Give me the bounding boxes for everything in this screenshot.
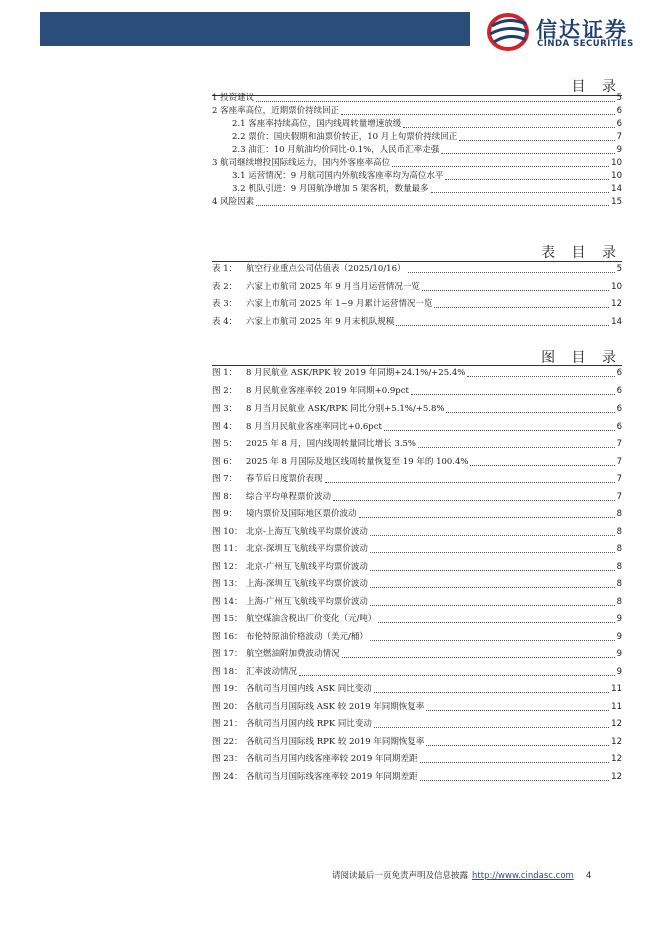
figure-entry-prefix: 图 18： [212, 667, 243, 677]
figure-entry-page: 7 [616, 457, 622, 467]
toc-subentry[interactable] [212, 169, 622, 182]
toc-entry-page: 5 [616, 93, 622, 103]
figure-entry-label: 航空燃油附加费波动情况 [246, 649, 340, 659]
table-entry-label: 六家上市航司 2025 年 9 月当月运营情况一览 [246, 282, 420, 292]
figure-list-entry[interactable] [212, 490, 622, 503]
figure-entry-page: 12 [611, 772, 622, 782]
table-list-entry[interactable] [212, 280, 622, 293]
toc-entry-label: 3.1 运营情况：9 月航司国内外航线客座率均为高位水平 [232, 171, 444, 181]
table-list-entry[interactable] [212, 262, 622, 275]
toc-entry-label: 2.2 票价：国庆假期和油票价转正，10 月上旬票价持续回正 [232, 132, 458, 142]
figure-entry-prefix: 图 13： [212, 579, 243, 589]
table-entry-prefix: 表 3： [212, 299, 238, 309]
figure-entry-label: 各航司当月国际线 ASK 较 2019 年同期恢复率 [246, 702, 425, 712]
figure-entry-label: 北京-上海互飞航线平均票价波动 [246, 527, 368, 537]
figure-list-entry[interactable] [212, 437, 622, 450]
figure-entry-prefix: 图 17： [212, 649, 243, 659]
figure-entry-label: 春节后日度票价表现 [246, 474, 323, 484]
figure-entry-label: 2025 年 8 月，国内线周转量同比增长 3.5% [246, 439, 416, 449]
figure-entry-page: 9 [616, 649, 622, 659]
toc-title: 目 录 [571, 79, 622, 95]
header-bar [40, 12, 470, 46]
table-entry-prefix: 表 4： [212, 317, 238, 327]
figure-entry-label: 上海-深圳互飞航线平均票价波动 [246, 579, 368, 589]
figure-entry-prefix: 图 10： [212, 527, 243, 537]
toc-entry-label: 4 风险因素 [212, 197, 255, 207]
figure-entry-label: 航空煤油含税出厂价变化（元/吨） [246, 614, 377, 624]
figure-entry-page: 7 [616, 439, 622, 449]
table-entry-label: 航空行业重点公司估值表（2025/10/16） [246, 264, 406, 274]
figure-list-entry[interactable] [212, 735, 622, 748]
toc-entry-page: 7 [616, 132, 622, 142]
figure-entry-page: 8 [616, 527, 622, 537]
table-list-title: 表 目 录 [541, 245, 622, 261]
figure-entry-prefix: 图 19： [212, 684, 243, 694]
footer-disclaimer: 请阅读最后一页免责声明及信息披露 [332, 871, 469, 881]
figure-entry-prefix: 图 6： [212, 457, 238, 467]
figure-list-entry[interactable] [212, 384, 622, 397]
figure-entry-prefix: 图 7： [212, 474, 238, 484]
figure-entry-page: 7 [616, 492, 622, 502]
figure-entry-prefix: 图 4： [212, 422, 238, 432]
figure-list-entry[interactable] [212, 542, 622, 555]
figure-list-title: 图 目 录 [541, 350, 622, 366]
figure-entry-page: 8 [616, 544, 622, 554]
toc-entry-label: 1 投资建议 [212, 93, 255, 103]
table-entry-page: 12 [611, 299, 622, 309]
table-entry-page: 5 [616, 264, 622, 274]
figure-entry-label: 8 月民航业客座率较 2019 年同期+0.9pct [246, 386, 409, 396]
figure-entry-label: 布伦特原油价格波动（美元/桶） [246, 632, 368, 642]
figure-entry-label: 8 月当月民航业客座率同比+0.6pct [246, 422, 382, 432]
toc-entry-page: 15 [611, 197, 622, 207]
figure-entry-page: 12 [611, 719, 622, 729]
figure-entry-label: 各航司当月国内线 ASK 同比变动 [246, 684, 372, 694]
figure-entry-prefix: 图 22： [212, 737, 243, 747]
figure-entry-prefix: 图 8： [212, 492, 238, 502]
toc-entry-label: 2 客座率高位，近期票价持续回正 [212, 106, 340, 116]
figure-entry-label: 境内票价及国际地区票价波动 [246, 509, 357, 519]
figure-list-entry[interactable] [212, 366, 622, 379]
toc-entry-label: 3.2 机队引进：9 月国航净增加 5 架客机，数量最多 [232, 184, 429, 194]
toc-entry-page: 6 [616, 119, 622, 129]
logo-text-cn: 信达证券 [536, 18, 628, 42]
figure-entry-label: 各航司当月国际线 RPK 较 2019 年同期恢复率 [246, 737, 425, 747]
toc-entry-label: 3 航司继续增投国际线运力，国内外客座率高位 [212, 158, 391, 168]
toc-subentry[interactable] [212, 117, 622, 130]
table-entry-prefix: 表 2： [212, 282, 238, 292]
figure-entry-prefix: 图 23： [212, 754, 243, 764]
figure-entry-label: 综合平均单程票价波动 [246, 492, 332, 502]
figure-entry-page: 6 [616, 422, 622, 432]
figure-entry-page: 7 [616, 474, 622, 484]
table-entry-label: 六家上市航司 2025 年 9 月末机队规模 [246, 317, 395, 327]
figure-list-entry[interactable] [212, 595, 622, 608]
figure-entry-prefix: 图 9： [212, 509, 238, 519]
figure-entry-page: 9 [616, 614, 622, 624]
figure-list-entry[interactable] [212, 560, 622, 573]
figure-entry-label: 上海-广州互飞航线平均票价波动 [246, 597, 368, 607]
figure-entry-prefix: 图 21： [212, 719, 243, 729]
table-list-entry[interactable] [212, 297, 622, 310]
toc-subentry[interactable] [212, 143, 622, 156]
figure-list-entry[interactable] [212, 647, 622, 660]
figure-entry-page: 12 [611, 754, 622, 764]
figure-entry-label: 各航司当月国内线客座率较 2019 年同期差距 [246, 754, 418, 764]
figure-entry-prefix: 图 16： [212, 632, 243, 642]
figure-list-entry[interactable] [212, 420, 622, 433]
toc-entry-page: 10 [611, 171, 622, 181]
footer-page-number: 4 [585, 871, 592, 881]
figure-list-entry[interactable] [212, 752, 622, 765]
figure-entry-page: 6 [616, 368, 622, 378]
figure-entry-label: 北京-广州互飞航线平均票价波动 [246, 562, 368, 572]
cinda-globe-icon [486, 12, 534, 52]
figure-entry-page: 8 [616, 597, 622, 607]
page-footer [332, 869, 591, 881]
toc-entry-page: 9 [616, 145, 622, 155]
figure-entry-prefix: 图 11： [212, 544, 243, 554]
toc-entry-page: 14 [611, 184, 622, 194]
figure-entry-label: 2025 年 8 月国际及地区线周转量恢复至 19 年的 100.4% [246, 457, 469, 467]
figure-entry-label: 各航司当月国内线 RPK 同比变动 [246, 719, 372, 729]
figure-entry-page: 8 [616, 509, 622, 519]
toc-entry[interactable] [212, 156, 622, 169]
toc-entry[interactable] [212, 91, 622, 104]
toc-entry-label: 2.1 客座率持续高位，国内线周转量增速放缓 [232, 119, 402, 129]
figure-entry-page: 6 [616, 404, 622, 414]
figure-entry-label: 8 月民航业 ASK/RPK 较 2019 年同期+24.1%/+25.4% [246, 368, 466, 378]
figure-list-entry[interactable] [212, 507, 622, 520]
figure-entry-prefix: 图 14： [212, 597, 243, 607]
figure-list-entry[interactable] [212, 525, 622, 538]
figure-list-entry[interactable] [212, 717, 622, 730]
figure-list-entry[interactable] [212, 612, 622, 625]
figure-list-entry[interactable] [212, 577, 622, 590]
figure-entry-label: 各航司当月国际线客座率较 2019 年同期差距 [246, 772, 418, 782]
toc-subentry[interactable] [212, 130, 622, 143]
figure-entry-page: 11 [611, 702, 622, 712]
figure-entry-label: 北京-深圳互飞航线平均票价波动 [246, 544, 368, 554]
figure-list-entry[interactable] [212, 472, 622, 485]
table-entry-page: 10 [611, 282, 622, 292]
cinda-logo [486, 12, 636, 52]
figure-entry-prefix: 图 3： [212, 404, 238, 414]
figure-entry-prefix: 图 1： [212, 368, 238, 378]
figure-list-entry[interactable] [212, 402, 622, 415]
figure-entry-label: 8 月当月民航业 ASK/RPK 同比分别+5.1%/+5.8% [246, 404, 445, 414]
figure-entry-prefix: 图 2： [212, 386, 238, 396]
figure-entry-prefix: 图 20： [212, 702, 243, 712]
figure-entry-prefix: 图 5： [212, 439, 238, 449]
figure-entry-prefix: 图 12： [212, 562, 243, 572]
toc-subentry[interactable] [212, 182, 622, 195]
table-entry-prefix: 表 1： [212, 264, 238, 274]
figure-entry-page: 11 [611, 684, 622, 694]
figure-list-entry[interactable] [212, 665, 622, 678]
footer-website-link[interactable]: http://www.cindasc.com [472, 871, 574, 881]
logo-text-en: CINDA SECURITIES [537, 39, 634, 49]
toc-entry-page: 10 [611, 158, 622, 168]
toc-entry[interactable] [212, 195, 622, 208]
toc-entry-page: 6 [616, 106, 622, 116]
figure-list-entry[interactable] [212, 682, 622, 695]
figure-entry-prefix: 图 24： [212, 772, 243, 782]
figure-list-entry[interactable] [212, 700, 622, 713]
table-list-entry[interactable] [212, 315, 622, 328]
figure-entry-page: 9 [616, 632, 622, 642]
figure-entry-page: 12 [611, 737, 622, 747]
figure-entry-page: 8 [616, 579, 622, 589]
figure-list-entry[interactable] [212, 455, 622, 468]
figure-list-entry[interactable] [212, 630, 622, 643]
toc-entry-label: 2.3 油汇：10 月航油均价同比-0.1%，人民币汇率走强 [232, 145, 440, 155]
figure-entry-page: 9 [616, 667, 622, 677]
figure-entry-label: 汇率波动情况 [246, 667, 298, 677]
figure-entry-page: 6 [616, 386, 622, 396]
table-entry-page: 14 [611, 317, 622, 327]
figure-entry-prefix: 图 15： [212, 614, 243, 624]
figure-list-entry[interactable] [212, 770, 622, 783]
table-entry-label: 六家上市航司 2025 年 1~9 月累计运营情况一览 [246, 299, 433, 309]
toc-entry[interactable] [212, 104, 622, 117]
figure-entry-page: 8 [616, 562, 622, 572]
